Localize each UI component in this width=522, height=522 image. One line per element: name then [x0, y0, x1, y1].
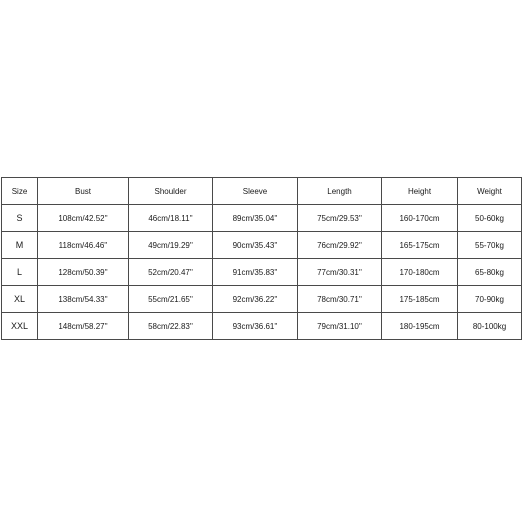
cell-size: S	[2, 205, 38, 232]
header-row	[2, 178, 522, 205]
table-row	[2, 259, 522, 286]
header-shoulder: Shoulder	[129, 178, 213, 205]
cell-sleeve: 90cm/35.43''	[213, 232, 298, 259]
cell-length: 79cm/31.10''	[298, 313, 382, 340]
cell-shoulder: 55cm/21.65''	[129, 286, 213, 313]
cell-length: 77cm/30.31''	[298, 259, 382, 286]
cell-shoulder: 46cm/18.11''	[129, 205, 213, 232]
table-row	[2, 313, 522, 340]
cell-sleeve: 92cm/36.22''	[213, 286, 298, 313]
cell-height: 170-180cm	[382, 259, 458, 286]
cell-length: 76cm/29.92''	[298, 232, 382, 259]
cell-bust: 138cm/54.33''	[38, 286, 129, 313]
table-row	[2, 232, 522, 259]
cell-height: 160-170cm	[382, 205, 458, 232]
header-bust: Bust	[38, 178, 129, 205]
header-height: Height	[382, 178, 458, 205]
size-chart-table	[1, 177, 522, 340]
header-sleeve: Sleeve	[213, 178, 298, 205]
cell-weight: 50-60kg	[458, 205, 522, 232]
cell-length: 75cm/29.53''	[298, 205, 382, 232]
cell-sleeve: 93cm/36.61''	[213, 313, 298, 340]
cell-weight: 55-70kg	[458, 232, 522, 259]
cell-shoulder: 52cm/20.47''	[129, 259, 213, 286]
cell-size: L	[2, 259, 38, 286]
cell-height: 175-185cm	[382, 286, 458, 313]
cell-shoulder: 58cm/22.83''	[129, 313, 213, 340]
cell-weight: 70-90kg	[458, 286, 522, 313]
header-size: Size	[2, 178, 38, 205]
table-row	[2, 205, 522, 232]
cell-sleeve: 89cm/35.04''	[213, 205, 298, 232]
cell-bust: 118cm/46.46''	[38, 232, 129, 259]
cell-sleeve: 91cm/35.83''	[213, 259, 298, 286]
cell-shoulder: 49cm/19.29''	[129, 232, 213, 259]
header-length: Length	[298, 178, 382, 205]
cell-bust: 108cm/42.52''	[38, 205, 129, 232]
cell-weight: 65-80kg	[458, 259, 522, 286]
cell-length: 78cm/30.71''	[298, 286, 382, 313]
cell-height: 180-195cm	[382, 313, 458, 340]
cell-size: XXL	[2, 313, 38, 340]
table-row	[2, 286, 522, 313]
cell-size: M	[2, 232, 38, 259]
cell-height: 165-175cm	[382, 232, 458, 259]
cell-size: XL	[2, 286, 38, 313]
header-weight: Weight	[458, 178, 522, 205]
cell-bust: 148cm/58.27''	[38, 313, 129, 340]
cell-weight: 80-100kg	[458, 313, 522, 340]
cell-bust: 128cm/50.39''	[38, 259, 129, 286]
